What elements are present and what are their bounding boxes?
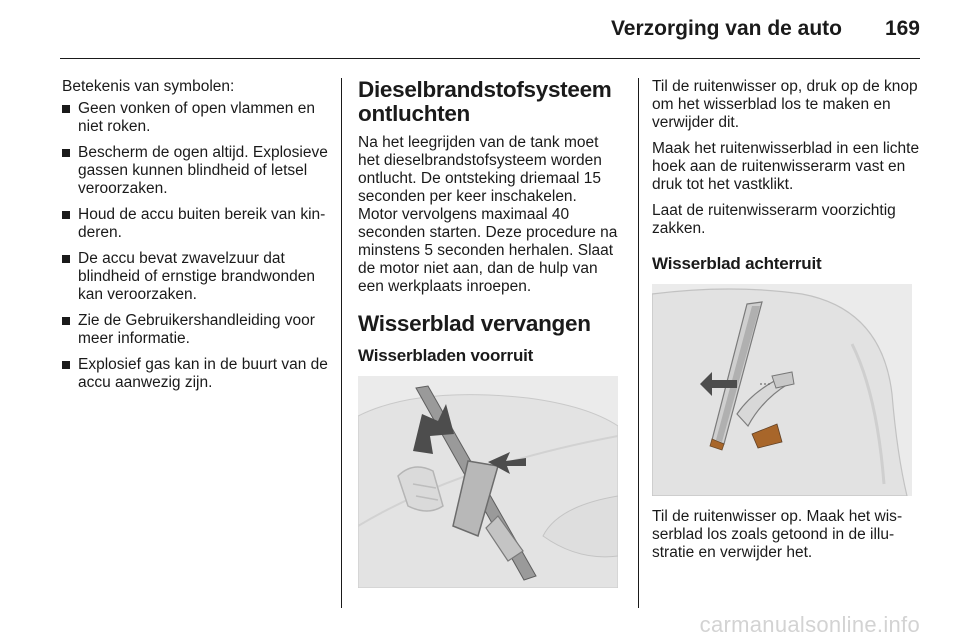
page-number: 169 [884,17,920,40]
column-divider-2 [638,78,639,608]
header-divider [60,58,920,59]
column-2 [358,78,620,588]
bullet-square-icon [62,149,70,157]
front-wiper-step-1: Til de ruitenwisser op, druk op de knop om het wisserblad los te maken en verwijder dit. [652,78,918,131]
subheading-front-wiper: Wisserbladen voorruit [358,346,534,365]
front-wiper-illustration [358,376,618,588]
list-item: Geen vonken of open vlammen en niet roken. [62,100,330,136]
watermark: carmanualsonline.info [699,612,920,637]
section-heading-diesel: Dieselbrandstofsysteem ontluchten [358,77,612,126]
front-wiper-step-3: Laat de ruitenwisserarm voorzichtig zakken. [652,202,896,237]
list-item: Explosief gas kan in de buurt van de accu aanwezig zijn. [62,356,330,392]
front-wiper-step-2: Maak het ruitenwisserblad in een lichte hoek aan de ruitenwisserarm vast en druk tot het vastklikt. [652,140,920,193]
list-item: De accu bevat zwavelzuur dat blindheid of ernstige brandwonden kan veroorzaken. [62,250,330,304]
bullet-square-icon [62,255,70,263]
column-1 [62,78,330,400]
column-divider-1 [341,78,342,608]
section-heading-wiper: Wisserblad vervangen [358,311,591,336]
list-item: Bescherm de ogen altijd. Explosieve gassen kunnen blindheid of letsel veroorzaken. [62,144,330,198]
rear-wiper-illustration [652,284,912,496]
bullet-square-icon [62,361,70,369]
running-header-title: Verzorging van de auto [610,17,842,40]
diesel-paragraph: Na het leegrijden van de tank moet het dieselbrandstofsysteem worden ontlucht. De ontsteking driemaal 15 seconden per keer inschakelen. Motor vervolgens maximaal 40 seconden starten. Deze procedure na minstens 5 seconden herhalen. Slaat de motor niet aan, dan de hulp van een werkplaats inroepen. [358,134,618,295]
bullet-square-icon [62,317,70,325]
bullet-square-icon [62,211,70,219]
symbol-list [62,100,330,392]
subheading-rear-wiper: Wisserblad achterruit [652,254,822,273]
bullet-square-icon [62,105,70,113]
symbols-intro: Betekenis van symbolen: [62,78,235,95]
list-item: Zie de Gebruikershandleiding voor meer informatie. [62,312,330,348]
list-item: Houd de accu buiten bereik van kinderen. [62,206,330,242]
rear-wiper-step: Til de ruitenwisser op. Maak het wisserblad los zoals getoond in de illustratie en verwijder het. [652,508,903,561]
column-3 [652,78,924,570]
